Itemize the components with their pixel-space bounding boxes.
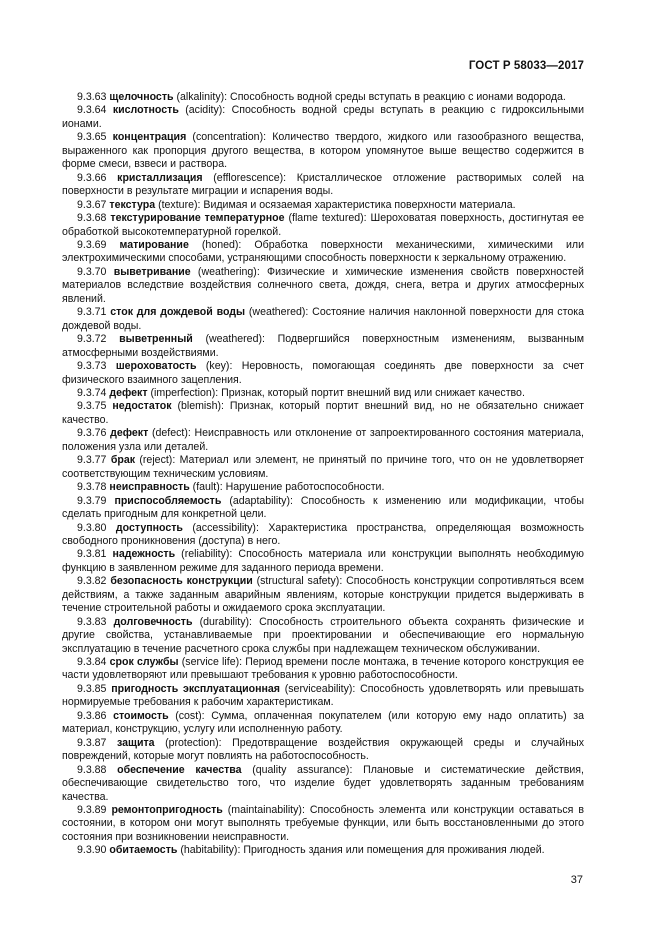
term-entry — [62, 360, 584, 387]
term-number: 9.3.66 — [77, 171, 107, 184]
term-name: брак — [110, 454, 136, 467]
term-name: выветривание — [113, 265, 191, 278]
term-definition: (cost): Сумма, оплаченная покупателем (или которую ему надо оплатить) за материал, конструкцию, услугу или исполненную работу. — [62, 709, 584, 736]
term-definition: (adaptability): Способность к изменению или модификации, чтобы сделать пригодным для конкретной цели. — [62, 494, 584, 521]
term-name: дефект — [109, 386, 148, 399]
term-number: 9.3.75 — [77, 400, 107, 413]
term-name: защита — [117, 736, 155, 749]
term-name: дефект — [110, 427, 149, 440]
term-name: текстура — [109, 198, 156, 211]
term-entry — [62, 172, 584, 199]
term-entry — [62, 616, 584, 656]
term-definition: (fault): Нарушение работоспособности. — [189, 481, 385, 494]
term-entry — [62, 737, 584, 764]
term-definition: (concentration): Количество твердого, жидкого или газообразного вещества, выраженного как пропорция другого вещества, в котором упомянутое выше вещество содержится в форме смеси, взвеси и раствора. — [62, 131, 584, 171]
term-definition: (weathered): Состояние наличия наклонной поверхности для стока дождевой воды. — [62, 306, 584, 332]
term-name: срок службы — [109, 656, 179, 669]
term-definition: (efflorescence): Кристаллическое отложение растворимых солей на поверхности в результате миграции и испарения воды. — [62, 171, 584, 198]
term-number: 9.3.71 — [77, 306, 107, 319]
term-entry — [62, 266, 584, 306]
term-name: долговечность — [113, 615, 193, 628]
term-entry — [62, 131, 584, 171]
term-name: сток для дождевой воды — [110, 306, 246, 319]
term-number: 9.3.78 — [77, 481, 107, 494]
term-definition: (flame textured): Шероховатая поверхность, достигнутая ее обработкой высокотемпературной горелкой. — [62, 212, 584, 238]
standard-designation: ГОСТ Р 58033—2017 — [468, 60, 584, 72]
term-number: 9.3.63 — [77, 91, 107, 103]
term-entry — [62, 548, 584, 575]
term-entry — [62, 400, 584, 427]
term-definition: (protection): Предотвращение воздействия окружающей среды и случайных повреждений, которые могут повлиять на работоспособность. — [62, 736, 584, 763]
term-definition: (accessibility): Характеристика пространства, определяющая возможность свободного проникновения (доступа) в него. — [62, 521, 584, 547]
term-definition: (reject): Материал или элемент, не принятый по причине того, что он не удовлетворяет соответствующим техническим условиям. — [62, 454, 584, 480]
term-name: обитаемость — [109, 844, 178, 857]
term-entry — [62, 199, 584, 212]
term-number: 9.3.87 — [77, 736, 107, 749]
term-name: надежность — [112, 548, 176, 561]
term-definition: (honed): Обработка поверхности механическими, химическими или электрохимическими способами, устраняющими способность поверхности к зеркальному отражению. — [62, 238, 585, 265]
term-number: 9.3.64 — [77, 104, 107, 117]
term-number: 9.3.70 — [77, 265, 107, 278]
term-definition: (quality assurance): Плановые и систематические действия, обеспечивающие свидетельство того, что изделие будет удовлетворять заданным требованиям качества. — [62, 763, 584, 803]
page-number: 37 — [570, 874, 583, 886]
term-definition: (durability): Способность строительного объекта сохранять физические и другие свойства, устанавливаемые при проектировании и обеспечивающие его нормальную эксплуатацию в течение расчетного срока службы при надлежащем техническом обслуживании. — [62, 615, 584, 655]
term-entry — [62, 212, 584, 239]
term-number: 9.3.74 — [77, 386, 107, 399]
term-name: кристаллизация — [117, 171, 203, 184]
term-definition: (acidity): Способность водной среды вступать в реакцию с гидроксильными ионами. — [62, 104, 584, 130]
term-definition: (blemish): Признак, который портит внешний вид, но не обязательно снижает качество. — [62, 400, 584, 426]
term-entry — [62, 427, 584, 454]
term-number: 9.3.67 — [77, 198, 107, 211]
term-name: пригодность эксплуатационная — [111, 682, 280, 695]
term-number: 9.3.65 — [77, 131, 107, 144]
term-name: ремонтопригодность — [111, 804, 223, 817]
term-entry — [62, 104, 584, 131]
term-name: безопасность конструкции — [110, 575, 253, 588]
term-name: матирование — [119, 238, 189, 251]
term-entry — [62, 239, 584, 266]
term-entry — [62, 306, 584, 333]
term-entry — [62, 764, 584, 804]
term-entry — [62, 454, 584, 481]
term-number: 9.3.86 — [77, 709, 107, 722]
term-name: текстурирование температурное — [110, 212, 285, 225]
term-number: 9.3.77 — [77, 454, 107, 467]
term-entry — [62, 683, 584, 710]
term-entry — [62, 710, 584, 737]
term-name: кислотность — [112, 104, 179, 117]
term-definition: (service life): Период времени после монтажа, в течение которого конструкция ее части удовлетворяют или превышают требования к уровню работоспособности. — [62, 656, 584, 682]
term-definition: (maintainability): Способность элемента или конструкции оставаться в состоянии, в котором они могут выполнять требуемые функции, или быть восстановленными до этого состояния при возникновении неисправности. — [62, 804, 584, 843]
term-name: шероховатость — [115, 360, 197, 373]
term-name: обеспечение качества — [117, 763, 242, 776]
term-definition: (defect): Неисправность или отклонение от запроектированного состояния материала, положения узла или деталей. — [62, 427, 585, 453]
term-number: 9.3.80 — [77, 521, 107, 534]
term-entry — [62, 333, 584, 360]
term-number: 9.3.90 — [77, 844, 107, 857]
term-name: выветренный — [119, 333, 193, 346]
term-entry — [62, 522, 584, 549]
term-name: неисправность — [109, 481, 190, 494]
term-definition: (weathering): Физические и химические изменения свойств поверхностей материалов вследствие воздействия солнечного света, дождя, снега, ветра и других атмосферных явлений. — [62, 265, 584, 305]
term-definition: (structural safety): Способность конструкции сопротивляться всем действиям, а также заданным аварийным явлениям, которые конструкции придется выдерживать в течение строительной работы и ожидаемого срока эксплуатации. — [62, 575, 584, 615]
term-number: 9.3.73 — [77, 360, 107, 373]
term-number: 9.3.89 — [77, 804, 107, 817]
term-definition: (serviceability): Способность удовлетворять или превышать нормируемые требования к рабочим характеристикам. — [62, 682, 584, 709]
term-number: 9.3.69 — [77, 238, 107, 251]
term-name: концентрация — [112, 131, 187, 144]
term-entry — [62, 844, 584, 857]
term-number: 9.3.85 — [77, 682, 107, 695]
term-number: 9.3.83 — [77, 615, 107, 628]
term-entry — [62, 804, 584, 844]
term-definition: (habitability): Пригодность здания или помещения для проживания людей. — [177, 844, 545, 857]
term-definition: (key): Неровность, помогающая соединять две поверхности за счет физического взаимного зацепления. — [62, 360, 584, 386]
term-entry — [62, 656, 584, 683]
term-entry — [62, 91, 584, 104]
term-number: 9.3.81 — [77, 548, 107, 561]
term-number: 9.3.88 — [77, 763, 107, 776]
term-number: 9.3.79 — [77, 494, 107, 507]
term-number: 9.3.72 — [77, 333, 107, 346]
term-definition: (imperfection): Признак, который портит внешний вид или снижает качество. — [147, 386, 525, 399]
term-definition: (weathered): Подвергшийся поверхностным изменениям, вызванным атмосферными воздействиями. — [62, 333, 584, 359]
term-number: 9.3.84 — [77, 656, 107, 669]
term-number: 9.3.68 — [77, 212, 107, 225]
term-name: стоимость — [113, 709, 169, 722]
term-entry — [62, 495, 584, 522]
term-definition: (alkalinity): Способность водной среды вступать в реакцию с ионами водорода. — [173, 91, 566, 103]
term-name: приспособляемость — [114, 494, 222, 507]
term-number: 9.3.82 — [77, 575, 107, 588]
term-number: 9.3.76 — [77, 427, 107, 440]
term-entry — [62, 481, 584, 494]
term-name: доступность — [115, 521, 183, 534]
term-name: недостаток — [112, 400, 172, 413]
terms-list — [62, 91, 584, 858]
term-name: щелочность — [109, 91, 174, 103]
term-definition: (texture): Видимая и осязаемая характеристика поверхности материала. — [155, 198, 516, 211]
term-entry — [62, 575, 584, 615]
term-entry — [62, 387, 584, 400]
term-definition: (reliability): Способность материала или конструкции выполнять необходимую функцию в заявленном режиме для заданного периода времени. — [62, 548, 584, 574]
